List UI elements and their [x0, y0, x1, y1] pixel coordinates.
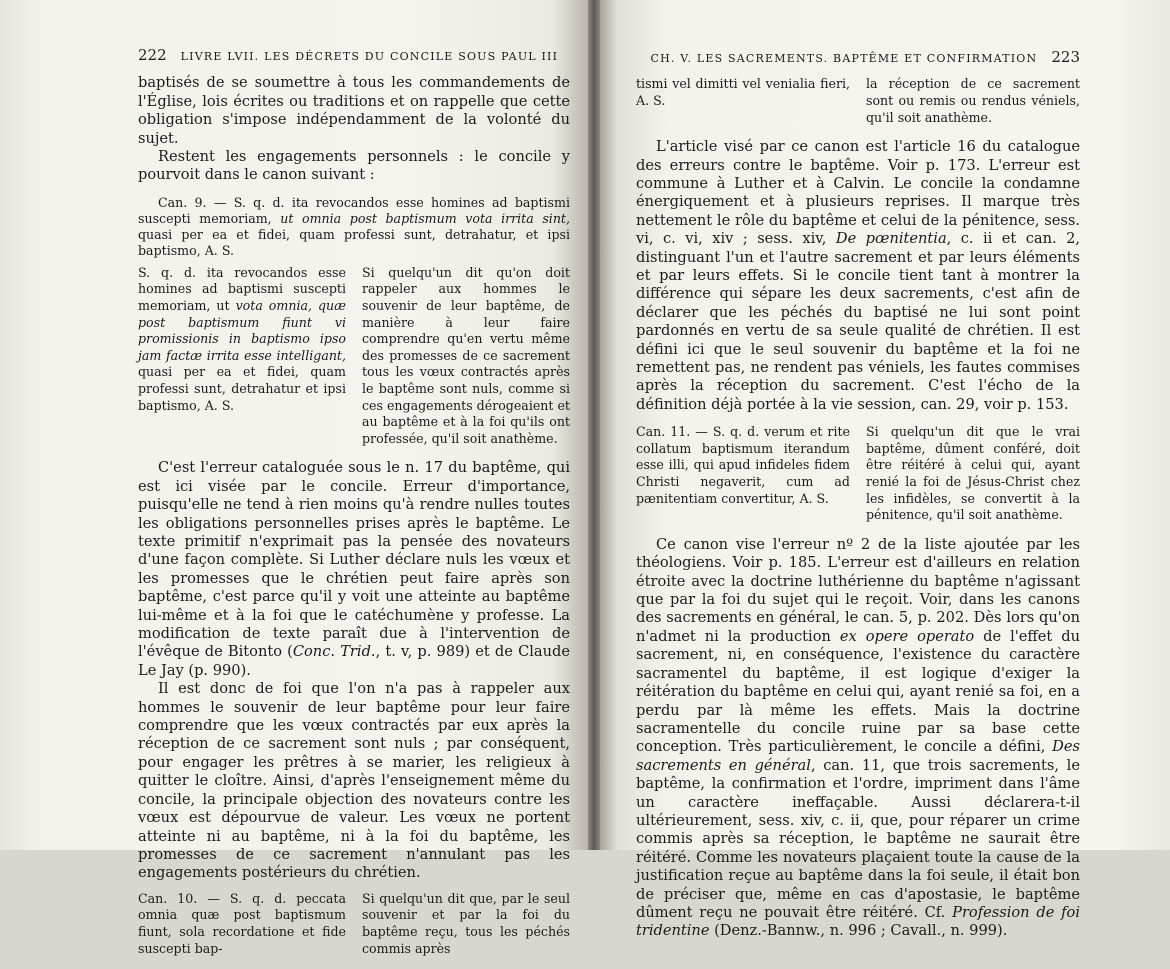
para2-em2: Des sacrements en général: [636, 738, 1080, 774]
left-page: [0, 0, 588, 956]
canon-9-latin-column: [138, 265, 346, 448]
running-head-right: [636, 48, 1080, 68]
para2-d: (Denz.-Bannw., n. 996 ; Cavall., n. 999).: [709, 922, 1008, 940]
canon-11-columns: [636, 424, 1080, 524]
canon-10-columns: [138, 891, 570, 957]
canon-9-col-lat-b: quasi per ea et fidei, quam professi sunt, detrahatur et ipsi baptismo, A. S.: [138, 364, 346, 413]
canon-9-latin-em: ut omnia post baptismum vota irrita sint,: [280, 210, 570, 226]
canon-11-french-column: Si quelqu'un dit que le vrai baptême, dûment conféré, doit être réitéré à celui qui, ayant renié la foi de Jésus-Christ chez les infidèles, se convertit à la pénitence, qu'il soit anathème.: [866, 424, 1080, 523]
running-head-right-text: CH. V. LES SACREMENTS. BAPTÊME ET CONFIRMATION: [650, 52, 1038, 65]
right-page: [600, 0, 1170, 940]
para3-b: , t. v, p. 989) et de Claude Le Jay (p. 990).: [138, 643, 570, 679]
canon-9-french-column: Si quelqu'un dit qu'on doit rappeler aux hommes le souvenir de leur baptême, de manière à leur faire comprendre qu'en vertu même des promesses de ce sacrement tous les vœux contractés après le baptême sont nuls, comme si ces engagements dérogeaient et au baptême et à la foi qu'ils ont professée, qu'il soit anathème.: [362, 264, 570, 446]
canon-9-col-lat-em: vota omnia, quæ post baptismum fiunt vi promissionis in baptismo ipso jam factæ irrita esse intelligant,: [138, 298, 346, 363]
para2-b: de l'effet du sacrement, ni, en conséquence, l'existence du caractère sacramentel du baptême, il est logique d'exiger la réitération du baptême en celui qui, ayant renié sa foi, en a perdu par là même les effets. Mais la doctrine sacramentelle du concile ruine par sa base cette conception. Très particulièrement, le concile a défini,: [636, 627, 1080, 756]
para1-em: De pœnitentia: [835, 230, 947, 248]
running-head-left-text: LIVRE LVII. LES DÉCRETS DU CONCILE SOUS PAUL III: [180, 50, 559, 63]
page-number-left: 222: [138, 46, 167, 64]
canon-9-latin-a: Can. 9. — S. q. d. ita revocandos esse homines ad baptismi suscepti memoriam,: [138, 194, 570, 226]
canon-11-latin-column: Can. 11. — S. q. d. verum et rite collatum baptismum iterandum esse illi, qui apud infideles fidem Christi negaverit, cum ad pænitentiam convertitur, A. S.: [636, 424, 850, 506]
paragraph: baptisés de se soumettre à tous les commandements de l'Église, lois écrites ou traditions et on rappelle que cette obligation s'impose indépendamment de la volonté du sujet.: [138, 74, 570, 147]
para1-b: , c. ii et can. 2, distinguant l'un et l'autre sacrement et par leurs éléments et par leurs effets. Si le concile tient tant à montrer la différence qui sépare les deux sacrements, c'est afin de déclarer que les péchés du baptisé ne lui sont point pardonnés en vertu de sa seule qualité de chrétien. Il est défini ici que le seul souvenir du baptême et la foi ne remettent pas, ne rendent pas véniels, les fautes commises après la réception du sacrement. C'est l'écho de la définition déjà portée à la vie session, can. 29, voir p. 153.: [636, 230, 1081, 413]
canon-10-continuation: [636, 76, 1080, 126]
para3-a: C'est l'erreur cataloguée sous le n. 17 du baptême, qui est ici visée par le concile. Erreur d'importance, puisqu'elle ne tend à rien moins qu'à rendre nulles toutes les obligations personnelles prises après le baptême. Le texte primitif n'exprimait pas la pensée des novateurs d'une façon complète. Si Luther déclare nuls les vœux et les promesses que le chrétien peut faire après son baptême, c'est parce qu'il y voit une atteinte au baptême lui-même et à la foi que le catéchumène y professe. La modification de texte paraît due à l'intervention de l'évêque de Bitonto (: [138, 459, 570, 661]
paragraph: Restent les engagements personnels : le concile y pourvoit dans le canon suivant :: [138, 148, 570, 184]
canon-10-latin-column: Can. 10. — S. q. d. peccata omnia quæ post baptismum fiunt, sola recordatione et fide suscepti bap-: [138, 890, 346, 956]
left-page-content: [138, 46, 570, 969]
canon-9-latin: [138, 195, 570, 259]
canon-10-french-column: Si quelqu'un dit que, par le seul souvenir et par la foi du baptême reçu, tous les péchés commis après: [362, 890, 570, 956]
paragraph: [138, 459, 570, 680]
right-page-content: [636, 48, 1080, 941]
canon-10-cont-french: la réception de ce sacrement sont ou remis ou rendus véniels, qu'il soit anathème.: [866, 76, 1080, 125]
para2-em3: Profession de foi tridentine: [636, 903, 1081, 940]
page-number-right: 223: [1051, 48, 1080, 66]
canon-9-columns: [138, 265, 570, 448]
canon-9-col-lat-a: S. q. d. ita revocandos esse homines ad baptismi suscepti memoriam, ut: [138, 264, 346, 314]
paragraph: [636, 536, 1080, 941]
para3-em: Conc. Trid.: [292, 643, 376, 661]
canon-10-cont-latin: tismi vel dimitti vel venialia fieri, A. S.: [636, 76, 850, 108]
paragraph: Il est donc de foi que l'on n'a pas à rappeler aux hommes le souvenir de leur baptême pour leur faire comprendre que les vœux contractés par eux après la réception de ce sacrement sont nuls ; par conséquent, pour engager les prêtres à se marier, les religieux à quitter le cloître. Ainsi, d'après l'enseignement même du concile, la principale objection des novateurs contre les vœux est dépourvue de valeur. Les vœux ne portent atteinte ni au baptême, ni à la foi du baptême, les promesses de ce sacrement n'annulant pas les engagements postérieurs du chrétien.: [138, 680, 570, 882]
para2-em1: ex opere operato: [839, 627, 975, 645]
canon-9-latin-b: quasi per ea et fidei, quam professi sunt, detrahatur, et ipsi baptismo, A. S.: [138, 226, 570, 258]
para2-a: Ce canon vise l'erreur nº 2 de la liste ajoutée par les théologiens. Voir p. 185. L'erreur est d'ailleurs en relation étroite avec la doctrine luthérienne du baptême n'agissant que par la foi du sujet qui le reçoit. Voir, dans les canons des sacrements en général, le can. 5, p. 202. Dès lors qu'on n'admet ni la production: [636, 535, 1080, 645]
para2-c: , can. 11, que trois sacrements, le baptême, la confirmation et l'ordre, impriment dans l'âme un caractère ineffaçable. Aussi déclarera-t-il ultérieurement, sess. xiv, c. ii, que, pour réparer un crime commis après sa réception, le baptême ne saurait être réitéré. Comme les novateurs plaçaient toute la cause de la justification reçue au baptême dans la foi seule, il était bon de préciser que, même en cas d'apostasie, le baptême dûment reçu ne pouvait être réitéré. Cf.: [636, 756, 1080, 921]
para1-a: L'article visé par ce canon est l'article 16 du catalogue des erreurs contre le baptême. Voir p. 173. L'erreur est commune à Luther et à Calvin. Le concile la condamne énergiquement et à plusieurs reprises. Il marque très nettement le rôle du baptême et celui de la pénitence, sess. vi, c. vi, xiv ; sess. xiv,: [636, 138, 1080, 248]
paragraph: [636, 138, 1080, 414]
running-head-left: [138, 46, 570, 66]
book-gutter: [588, 0, 600, 850]
